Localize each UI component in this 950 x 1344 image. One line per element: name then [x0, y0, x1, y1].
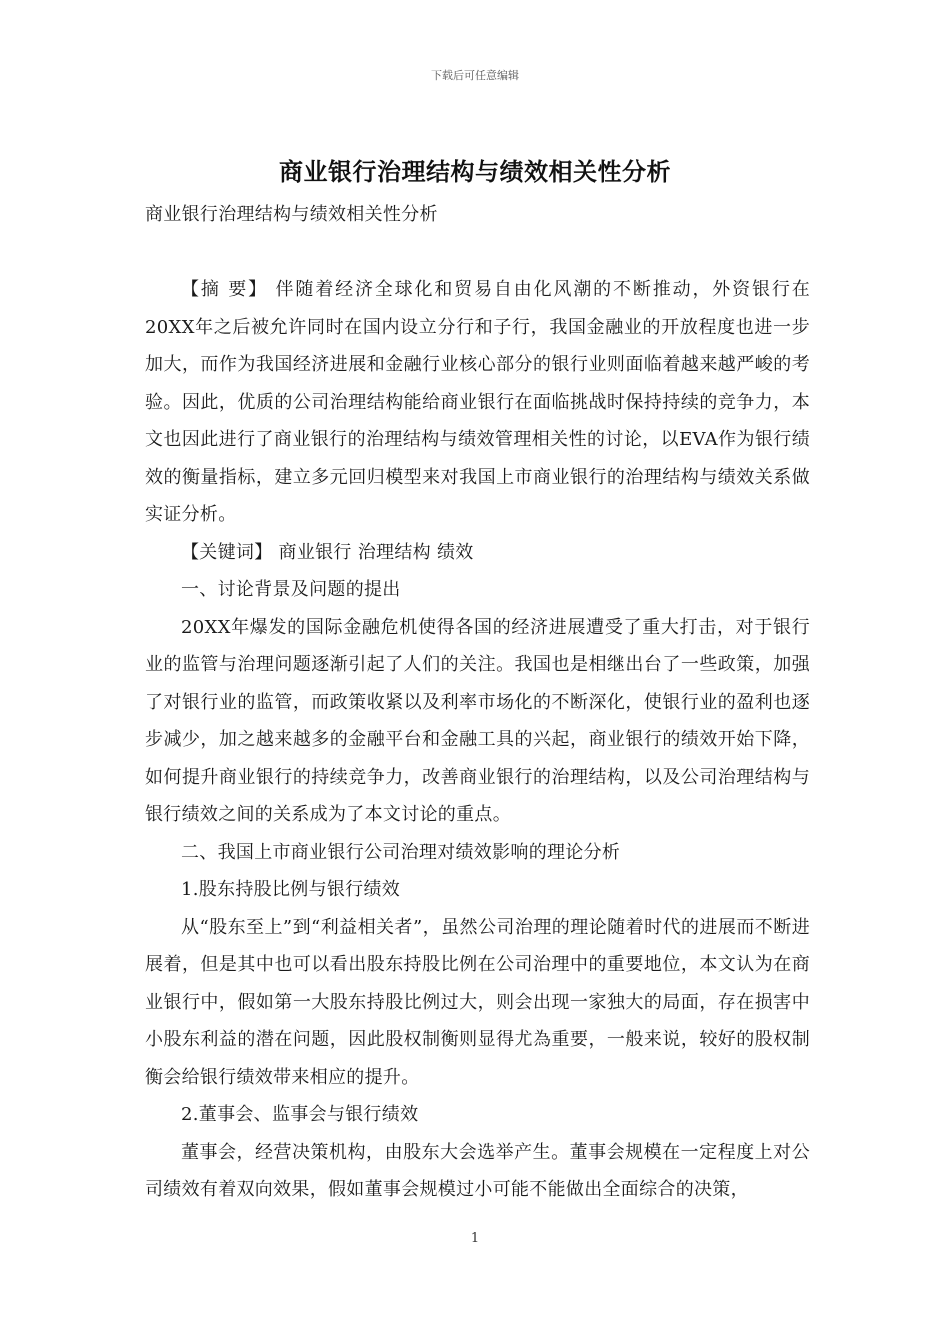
subsection-2-body: 董事会，经营决策机构，由股东大会选举产生。董事会规模在一定程度上对公司绩效有着双向效果，假如董事会规模过小可能不能做出全面综合的决策， [145, 1141, 810, 1200]
keywords-paragraph: 【关键词】 商业银行 治理结构 绩效 [181, 541, 474, 563]
document-body [145, 196, 810, 1209]
header-note: 下载后可任意编辑 [431, 69, 519, 82]
section-1-heading: 一、讨论背景及问题的提出 [181, 579, 401, 600]
document-subtitle: 商业银行治理结构与绩效相关性分析 [145, 204, 438, 225]
section-2-heading: 二、我国上市商业银行公司治理对绩效影响的理论分析 [181, 841, 621, 863]
blank-line [145, 234, 810, 272]
section-1-body: 20XX年爆发的国际金融危机使得各国的经济进展遭受了重大打击，对于银行业的监管与治理问题逐渐引起了人们的关注。我国也是相继出台了一些政策，加强了对银行业的监管，而政策收紧以及利率市场化的不断深化，使银行业的盈利也逐步减少，加之越来越多的金融平台和金融工具的兴起，商业银行的绩效开始下降，如何提升商业银行的持续竞争力，改善商业银行的治理结构，以及公司治理结构与银行绩效之间的关系成为了本文讨论的重点。 [145, 616, 810, 825]
subsection-1-body: 从“股东至上”到“利益相关者”，虽然公司治理的理论随着时代的进展而不断进展着，但是其中也可以看出股东持股比例在公司治理中的重要地位，本文认为在商业银行中，假如第一大股东持股比例过大，则会出现一家独大的局面，存在损害中小股东利益的潜在问题，因此股权制衡则显得尤為重要，一般来说，较好的股权制衡会给银行绩效带来相应的提升。 [145, 916, 810, 1088]
subsection-1-heading: 1.股东持股比例与银行绩效 [181, 879, 401, 900]
subsection-2-heading: 2.董事会、监事会与银行绩效 [181, 1104, 419, 1125]
page-number: 1 [470, 1231, 480, 1246]
abstract-paragraph: 【摘 要】 伴随着经济全球化和贸易自由化风潮的不断推动，外资银行在20XX年之后被允许同时在国内设立分行和子行，我国金融业的开放程度也进一步加大，而作为我国经济进展和金融行业核心部分的银行业则面临着越来越严峻的考验。因此，优质的公司治理结构能给商业银行在面临挑战时保持持续的竞争力，本文也因此进行了商业银行的治理结构与绩效管理相关性的讨论，以EVA作为银行绩效的衡量指标，建立多元回归模型来对我国上市商业银行的治理结构与绩效关系做实证分析。 [145, 279, 810, 525]
document-title: 商业银行治理结构与绩效相关性分析 [279, 158, 671, 186]
